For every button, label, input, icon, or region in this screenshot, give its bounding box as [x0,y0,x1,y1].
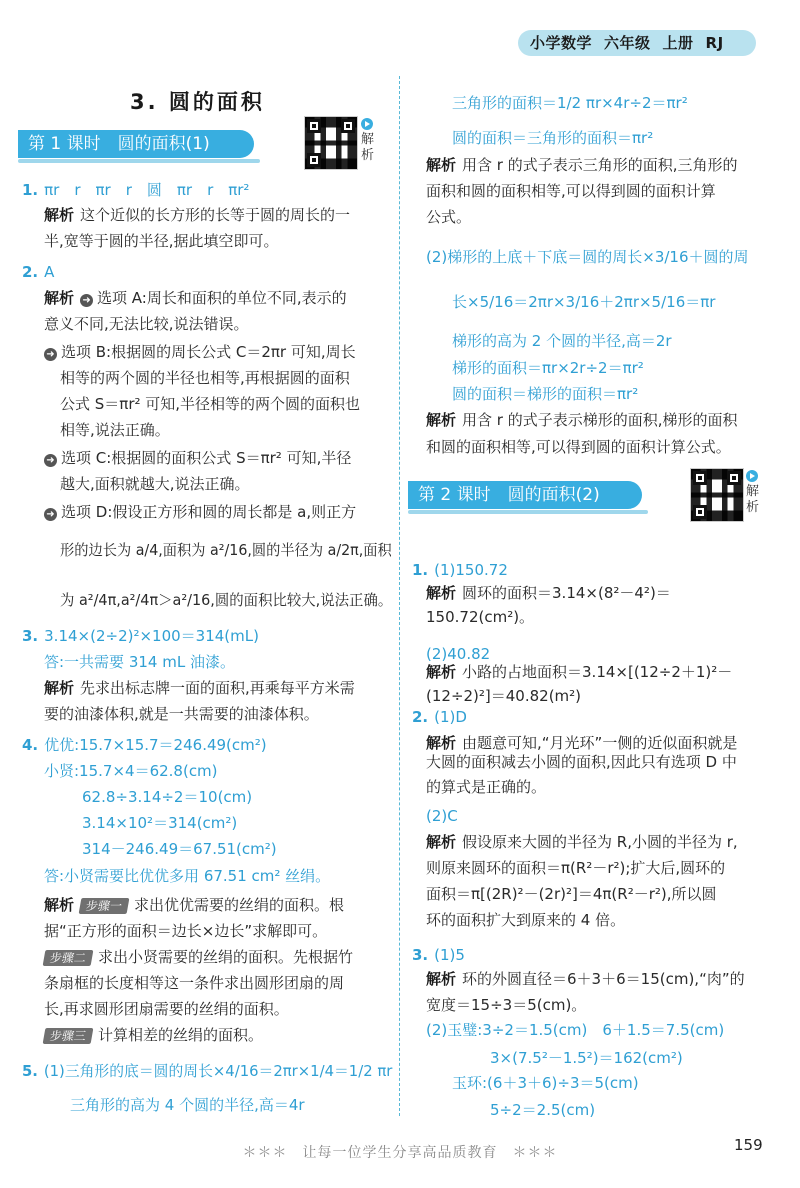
header-edition: RJ [705,34,724,52]
answer-line [60,420,170,440]
line-text: 先求出标志牌一面的面积,再乘每平方米需 [80,679,355,697]
line-text: 面积和圆的面积相等,可以得到圆的面积计算 [426,182,716,200]
question-number: 4. [22,736,39,754]
line-text: 梯形的面积＝πr×2r÷2＝πr² [452,359,644,377]
line-text: 圆环的面积＝3.14×(8²－4²)＝ [462,584,671,602]
line-text: 长×5/16＝2πr×3/16＋2πr×5/16＝πr [452,293,716,311]
answer-line [490,1100,595,1120]
line-text: 长,再求圆形团扇需要的丝绢的面积。 [44,1000,289,1018]
answer-line [412,707,467,727]
footer-slogan: ＊＊＊ 让每一位学生分享高品质教育 ＊＊＊ [242,1145,558,1161]
analysis-label: 解析 [426,663,457,681]
answer-line [426,995,586,1015]
step-badge: 步骤一 [79,898,130,914]
line-text: (1)D [434,708,467,726]
answer-line [60,368,350,388]
answer-line [82,813,237,833]
analysis-label: 解析 [426,833,457,851]
arrow-icon: ➜ [44,348,57,361]
line-text: (1)5 [434,946,465,964]
answer-line [44,448,351,468]
answer-line [426,607,534,627]
page-number: 159 [734,1136,763,1154]
line-text: 三角形的面积＝1/2 πr×4r÷2＝πr² [452,94,688,112]
answer-line [70,1095,305,1115]
question-number: 3. [412,946,429,964]
analysis-label: 解析 [426,970,457,988]
answer-line [44,314,249,334]
header-subject: 小学数学 [530,34,593,52]
line-text: 选项 B:根据圆的周长公式 C＝2πr 可知,周长 [61,343,356,361]
answer-line [44,704,319,724]
answer-line [426,247,749,267]
question-number: 5. [22,1062,38,1080]
answer-line [426,207,471,227]
line-text: 答:小贤需要比优优多用 67.51 cm² 丝绢。 [44,867,331,885]
answer-line [490,1048,683,1068]
line-text: 314－246.49＝67.51(cm²) [82,840,277,858]
line-text: 环的面积扩大到原来的 4 倍。 [426,911,626,929]
answer-line [44,205,350,225]
answer-line [44,652,235,672]
answer-line [426,884,717,904]
play-icon [361,118,373,130]
line-text: 用含 r 的式子表示三角形的面积,三角形的 [462,156,738,174]
answer-line [44,678,355,698]
line-text: 3.14×(2÷2)²×100＝314(mL) [44,627,259,645]
analysis-label: 解析 [426,156,457,174]
answer-line [452,128,653,148]
line-text: πr r πr r 圆 πr r πr² [44,181,250,199]
answer-line [426,777,546,797]
answer-line [426,752,737,772]
answer-line [426,1020,724,1040]
answer-line [426,832,738,852]
line-text: 大圆的面积减去小圆的面积,因此只有选项 D 中 [426,753,737,771]
lesson-1-title: 第 1 课时 圆的面积(1) [18,130,254,158]
line-text: 小路的占地面积＝3.14×[(12÷2＋1)²－ [462,663,733,681]
line-text: (2)C [426,807,458,825]
answer-line [60,394,360,414]
line-text: 公式。 [426,208,472,226]
answer-line [426,969,745,989]
line-text: 62.8÷3.14÷2＝10(cm) [82,788,253,806]
line-text: 求出小贤需要的丝绢的面积。先根据竹 [98,948,354,966]
line-text: 要的油漆体积,就是一共需要的油漆体积。 [44,705,319,723]
answer-line [452,292,715,312]
answer-line [452,358,644,378]
line-text: 圆的面积＝梯形的面积＝πr² [452,385,639,403]
line-text: 选项 D:假设正方形和圆的周长都是 a,则正方 [61,503,357,521]
line-text: 半,宽等于圆的半径,据此填空即可。 [44,232,279,250]
line-text: 则原来圆环的面积＝π(R²－r²);扩大后,圆环的 [426,859,726,877]
line-text: 的算式是正确的。 [426,778,547,796]
answer-line [44,921,327,941]
line-text: 据“正方形的面积＝边长×边长”求解即可。 [44,922,328,940]
answer-line [44,973,344,993]
answer-line [22,735,267,755]
line-text: 选项 A:周长和面积的单位不同,表示的 [97,289,347,307]
line-text: 相等的两个圆的半径也相等,再根据圆的面积 [60,369,350,387]
question-number: 1. [412,561,429,579]
answer-line [44,288,347,308]
question-number: 2. [22,263,39,281]
line-text: 公式 S＝πr² 可知,半径相等的两个圆的面积也 [60,395,361,413]
analysis-label: 解析 [426,411,457,429]
answer-line [412,560,508,580]
column-divider [399,76,400,1116]
answer-line [452,93,688,113]
line-text: 相等,说法正确。 [60,421,170,439]
answer-line [452,1073,639,1093]
qr-label-lesson-1: 解析 [361,118,377,164]
line-text: 条扇框的长度相等这一条件求出圆形团扇的周 [44,974,345,992]
line-text: 3.14×10²＝314(cm²) [82,814,238,832]
answer-line [44,866,330,886]
line-text: (2)玉璧:3÷2＝1.5(cm) 6＋1.5＝7.5(cm) [426,1021,725,1039]
line-text: (12÷2)²]＝40.82(m²) [426,687,582,705]
lesson-2-title: 第 2 课时 圆的面积(2) [408,481,642,509]
analysis-label: 解析 [44,206,75,224]
qr-code-lesson-2[interactable] [690,468,744,522]
line-text: 三角形的高为 4 个圆的半径,高＝4r [70,1096,305,1114]
answer-line [426,644,490,664]
line-text: 环的外圆直径＝6＋3＋6＝15(cm),“肉”的 [462,970,745,988]
step-badge: 步骤二 [43,950,94,966]
answer-line [426,155,738,175]
question-number: 1. [22,181,39,199]
answer-line [452,384,638,404]
line-text: 答:一共需要 314 mL 油漆。 [44,653,235,671]
header-volume: 上册 [662,34,694,52]
analysis-label: 解析 [44,679,75,697]
answer-line [82,839,277,859]
analysis-label: 解析 [426,584,457,602]
arrow-icon: ➜ [80,294,93,307]
analysis-label: 解析 [44,896,75,914]
analysis-label: 解析 [44,289,75,307]
answer-line [60,474,250,494]
line-text: 假设原来大圆的半径为 R,小圆的半径为 r, [462,833,738,851]
arrow-icon: ➜ [44,454,57,467]
book-header [518,30,756,56]
answer-line [22,262,54,282]
line-text: 计算相差的丝绢的面积。 [98,1026,264,1044]
question-number: 3. [22,627,39,645]
answer-line [426,806,458,826]
analysis-label: 解析 [426,734,457,752]
line-text: 梯形的高为 2 个圆的半径,高＝2r [452,332,672,350]
line-text: A [44,263,55,281]
answer-line [426,662,732,682]
step-badge: 步骤三 [43,1028,94,1044]
line-text: (1)三角形的底＝圆的周长×4/16＝2πr×1/4＝1/2 πr [43,1062,393,1080]
line-text: 5÷2＝2.5(cm) [490,1101,596,1119]
line-text: 选项 C:根据圆的面积公式 S＝πr² 可知,半径 [61,449,352,467]
answer-line [44,947,353,967]
answer-line [44,342,356,362]
answer-line [22,626,259,646]
line-text: 形的边长为 a/4,面积为 a²/16,圆的半径为 a/2π,面积 [60,541,392,559]
qr-label-lesson-2: 解析 [746,470,762,516]
answer-line [44,231,279,251]
play-icon [746,470,758,482]
answer-line [426,583,671,603]
answer-line [22,180,249,200]
answer-line [452,331,672,351]
answer-line [426,686,581,706]
header-grade: 六年级 [604,34,651,52]
line-text: 宽度＝15÷3＝5(cm)。 [426,996,587,1014]
qr-code-lesson-1[interactable] [304,116,358,170]
answer-line [22,1061,392,1081]
line-text: 150.72(cm²)。 [426,608,535,626]
line-text: (2)梯形的上底＋下底＝圆的周长×3/16＋圆的周 [426,248,749,266]
line-text: (2)40.82 [426,645,491,663]
answer-line [44,895,344,915]
line-text: 3×(7.5²－1.5²)＝162(cm²) [490,1049,683,1067]
answer-line [82,787,252,807]
answer-line [412,945,465,965]
line-text: 和圆的面积相等,可以得到圆的面积计算公式。 [426,438,731,456]
answer-line [44,999,289,1019]
line-text: 用含 r 的式子表示梯形的面积,梯形的面积 [462,411,738,429]
question-number: 2. [412,708,429,726]
answer-line [60,590,392,610]
line-text: 优优:15.7×15.7＝246.49(cm²) [44,736,267,754]
line-text: 为 a²/4π,a²/4π＞a²/16,圆的面积比较大,说法正确。 [60,591,393,609]
line-text: (1)150.72 [434,561,508,579]
answer-line [426,733,737,753]
answer-line [426,410,738,430]
arrow-icon: ➜ [44,508,57,521]
answer-line [44,1025,263,1045]
answer-line [60,540,392,560]
answer-line [426,437,731,457]
answer-line [44,502,356,522]
line-text: 圆的面积＝三角形的面积＝πr² [452,129,654,147]
section-title: 3. 圆的面积 [130,90,265,114]
line-text: 越大,面积就越大,说法正确。 [60,475,250,493]
line-text: 这个近似的长方形的长等于圆的周长的一 [80,206,351,224]
line-text: 小贤:15.7×4＝62.8(cm) [44,762,218,780]
answer-line [426,910,625,930]
answer-line [426,858,725,878]
line-text: 面积＝π[(2R)²－(2r)²]＝4π(R²－r²),所以圆 [426,885,717,903]
line-text: 由题意可知,“月光环”一侧的近似面积就是 [462,734,738,752]
answer-line [44,761,218,781]
line-text: 求出优优需要的丝绢的面积。根 [134,896,345,914]
answer-line [426,181,716,201]
line-text: 玉环:(6＋3＋6)÷3＝5(cm) [452,1074,639,1092]
line-text: 意义不同,无法比较,说法错误。 [44,315,249,333]
